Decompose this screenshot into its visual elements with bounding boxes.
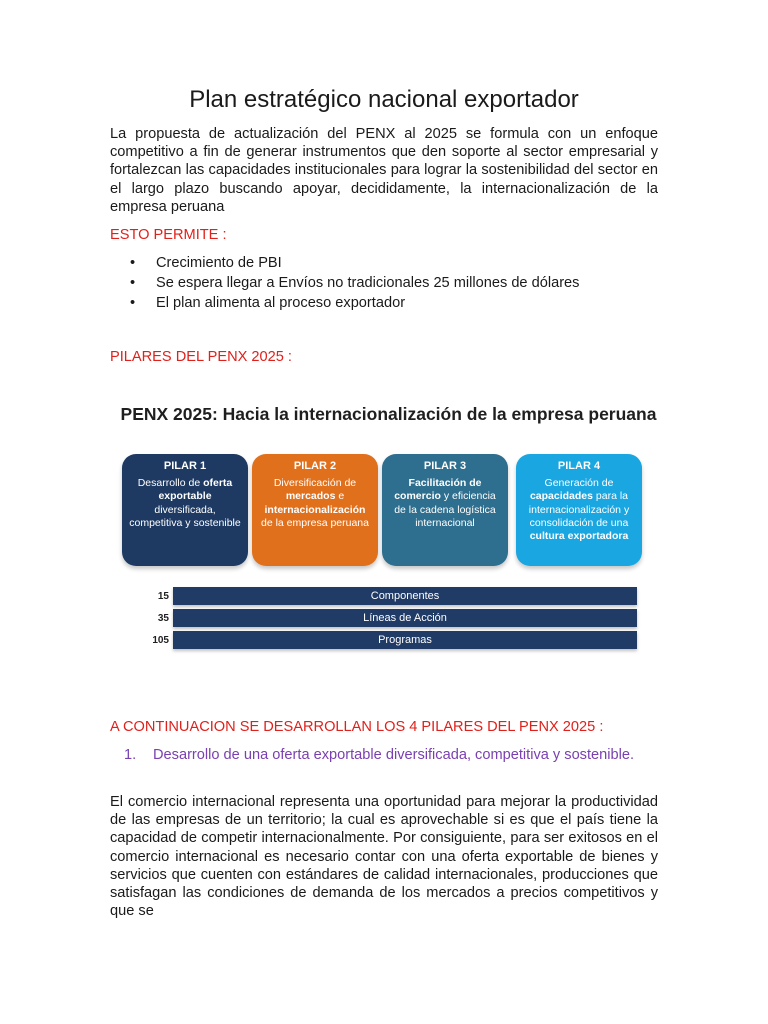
infographic-title: PENX 2025: Hacia la internacionalización de la empresa peruana [120,404,657,424]
pillar-header: PILAR 1 [163,460,207,472]
pillar-body [122,477,248,530]
pillar-emphasis-text: cultura exportadora [529,530,629,543]
pillar-text: para la internacionalización y consolidación de una [528,490,630,529]
metric-row-componentes [117,587,660,606]
intro-paragraph: La propuesta de actualización del PENX al 2025 se formula con un enfoque competitivo a fin de generar instrumentos que den soporte al sector empresarial y fortalezcan las capacidades institucionales para lograr la sostenibilidad del sector en el largo plazo buscando apoyar, decididamente, la internacionalización de la empresa peruana [110,126,658,215]
pillar-card-3 [382,454,508,566]
heading-esto-permite: ESTO PERMITE : [110,227,227,243]
page-title: Plan estratégico nacional exportador [189,86,579,113]
pillar-card-2 [252,454,378,566]
pillar-text: Generación de [544,477,614,490]
pillar-text: e [335,490,345,503]
pillar-header: PILAR 3 [423,460,467,472]
pillar-body [516,477,642,543]
pillar-card-4 [516,454,642,566]
pillar-body [252,477,378,530]
metric-row-programas [117,631,660,650]
pillar-text: Desarrollo de [137,477,204,490]
heading-continuacion: A CONTINUACION SE DESARROLLAN LOS 4 PILARES DEL PENX 2025 : [110,719,604,735]
list-item: • El plan alimenta al proceso exportador [110,293,579,313]
list-item-text: Desarrollo de una oferta exportable diversificada, competitiva y sostenible. [153,747,635,763]
pillar-emphasis-text: oferta exportable [158,477,233,503]
pillar-emphasis-text: internacionalización [264,503,366,516]
metric-row-lineas [117,609,660,628]
list-number: 1. [124,747,137,763]
pillar-card-1 [122,454,248,566]
pillar-emphasis-text: capacidades [529,490,593,503]
pillar-text: Diversificación de [273,477,357,490]
heading-pilares: PILARES DEL PENX 2025 : [110,349,292,365]
metric-count: 105 [152,635,169,646]
metric-bar: Programas [173,631,637,649]
pillar-header: PILAR 2 [293,460,337,472]
list-item: • Se espera llegar a Envíos no tradicionales 25 millones de dólares [110,273,579,293]
numbered-list-item [124,746,644,765]
pillar-body [382,477,508,530]
metric-bar: Componentes [173,587,637,605]
body-paragraph: El comercio internacional representa una oportunidad para mejorar la productividad de las empresas de un territorio; la cual es aprovechable si es que el país tiene la capacidad de competir internacionalmente. Por consiguiente, para ser exitosos en el comercio internacional es necesario contar con una oferta exportable de bienes y servicios que cuenten con estándares de calidad internacionales, producciones que satisfagan las condiciones de demanda de los mercados a precios competitivos y que se [110,794,658,920]
metric-count: 15 [157,591,169,602]
metric-count: 35 [157,613,169,624]
pillar-emphasis-text: Facilitación de comercio [394,477,482,503]
metric-bar: Líneas de Acción [173,609,637,627]
list-item: • Crecimiento de PBI [110,253,579,273]
pillar-emphasis-text: mercados [285,490,336,503]
bullet-list [110,253,579,313]
penx-infographic [117,392,660,682]
pillar-header: PILAR 4 [557,460,601,472]
pillar-text: diversificada, competitiva y sostenible [129,503,241,529]
pillar-text: de la empresa peruana [261,516,369,529]
pillar-text: y eficiencia de la cadena logística internacional [394,490,496,529]
